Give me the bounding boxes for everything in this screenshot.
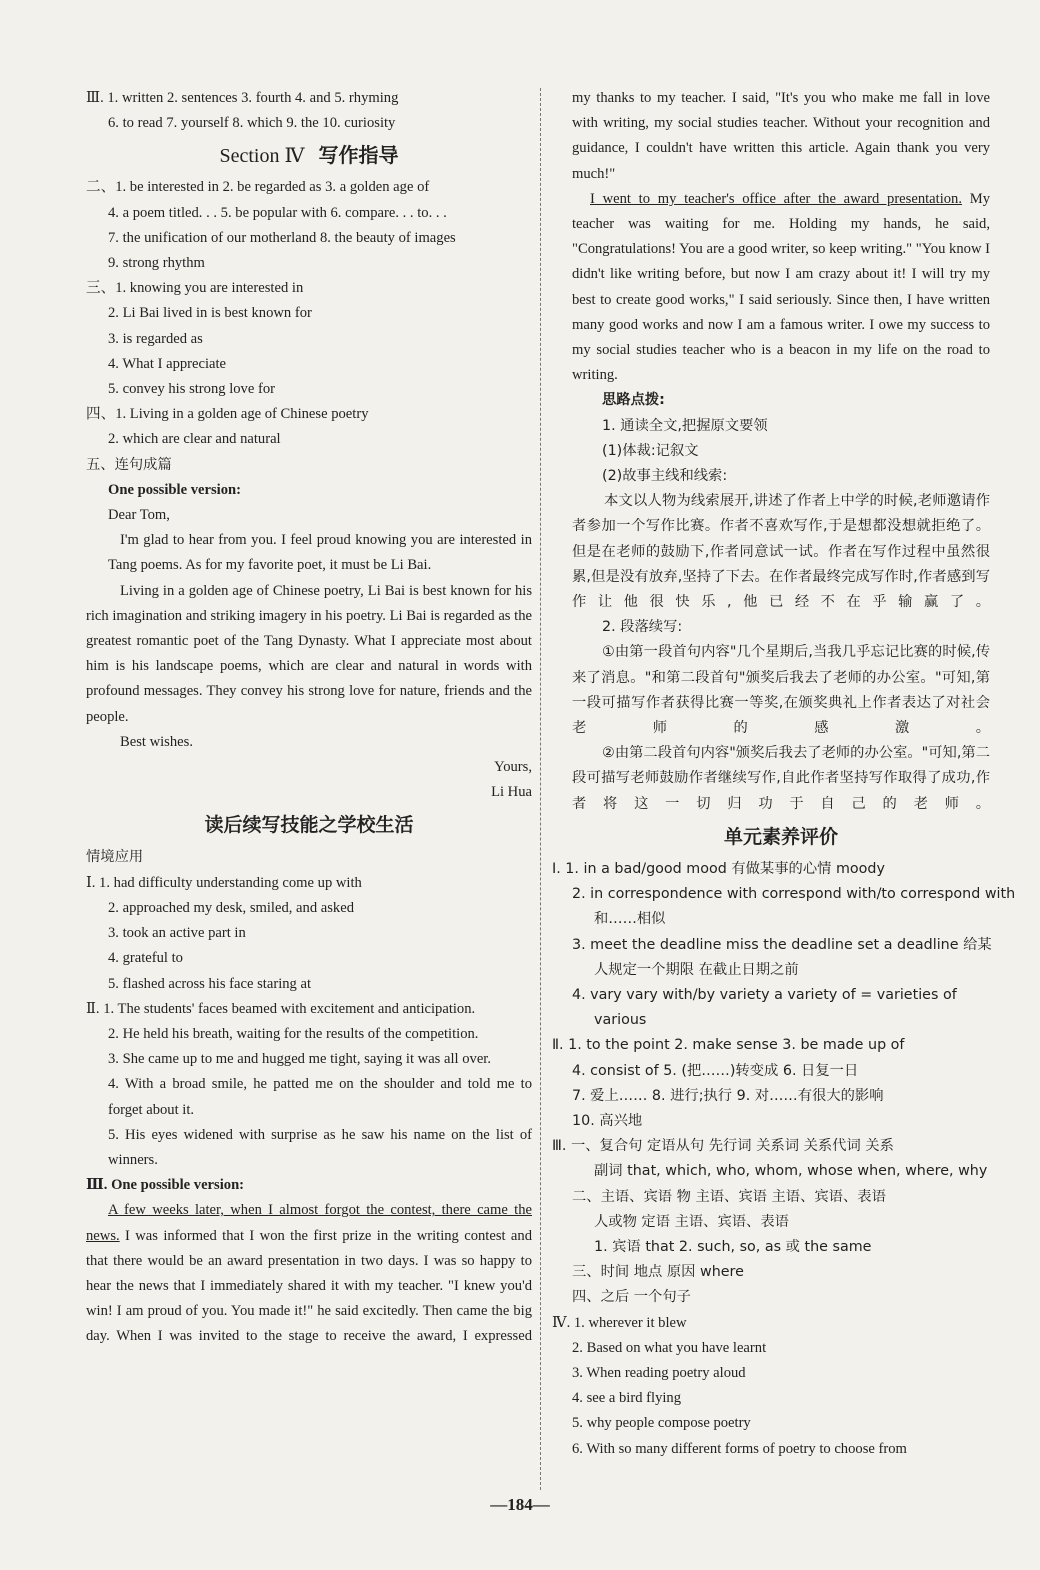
answer-line: 二、主语、宾语 物 主语、宾语 主语、宾语、表语	[572, 1188, 886, 1205]
answer-line: 2. Based on what you have learnt	[572, 1339, 767, 1356]
answer-line: 3. She came up to me and hugged me tight, saying it was all over.	[108, 1051, 492, 1068]
underlined-opening: A few weeks later, when I almost forgot the contest, there came the news.	[86, 1202, 532, 1244]
letter-closing: Best wishes.	[120, 733, 193, 750]
story-text: I was informed that I won the first prize in the writing contest and that there would be an award presentation in two days. I was so happy to hear the news that I immediately shared it with my teacher. "I knew you'd win! I am proud of you. You made it!" he said excitedly. Then came the big day. When I was invited to the stage to receive the award, I expressed	[86, 1227, 532, 1345]
right-column	[552, 86, 1016, 1462]
section-heading	[86, 136, 532, 175]
answer-line: 二、1. be interested in 2. be regarded as 3. a golden age of	[86, 179, 430, 196]
answer-line: 四、1. Living in a golden age of Chinese poetry	[86, 406, 369, 423]
underlined-opening: I went to my teacher's office after the award presentation.	[590, 190, 962, 207]
story-paragraph	[86, 1198, 532, 1349]
tip-line: 1. 通读全文,把握原文要领	[602, 417, 768, 434]
answer-line: Ⅰ. 1. had difficulty understanding come up with	[86, 874, 362, 891]
answer-line: 1. 宾语 that 2. such, so, as 或 the same	[594, 1238, 872, 1255]
answer-line: various	[594, 1012, 647, 1029]
answer-line: 4. consist of 5. (把……)转变成 6. 日复一日	[572, 1062, 859, 1079]
subsection-title: 五、连句成篇	[86, 456, 172, 473]
answer-line: 副词 that, which, who, whom, whose when, where, why	[594, 1163, 988, 1180]
answer-line: 2. He held his breath, waiting for the results of the competition.	[108, 1025, 479, 1042]
page-number: —184—	[490, 1495, 550, 1514]
answer-line: 9. strong rhythm	[108, 255, 205, 272]
answer-line: 7. the unification of our motherland 8. the beauty of images	[108, 229, 456, 246]
tip-paragraph: ②由第二段首句内容"颁奖后我去了老师的办公室。"可知,第二段可描写老师鼓励作者继续写作,自此作者坚持写作取得了成功,作者将这一切归功于自己的老师。	[572, 745, 990, 812]
answer-line: Ⅲ. 一、复合句 定语从句 先行词 关系词 关系代词 关系	[552, 1138, 894, 1155]
answer-line: 6. With so many different forms of poetry to choose from	[572, 1440, 907, 1457]
answer-line: 5. convey his strong love for	[108, 381, 275, 398]
letter-salutation: Dear Tom,	[108, 507, 170, 524]
story-paragraph: my thanks to my teacher. I said, "It's you who make me fall in love with writing, my social studies teacher. Without your recognition and guidance, I couldn't have written this article. Again thank you very much!"	[572, 90, 990, 182]
answer-line: 4. What I appreciate	[108, 355, 227, 372]
answer-line: 和……相似	[594, 911, 666, 928]
answer-line: 三、1. knowing you are interested in	[86, 280, 304, 297]
skill-heading: 读后续写技能之学校生活	[204, 814, 414, 837]
answer-line: 三、时间 地点 原因 where	[572, 1264, 744, 1281]
version-label: One possible version:	[108, 481, 241, 498]
answer-line: 10. 高兴地	[572, 1112, 643, 1129]
version-label: Ⅲ. One possible version:	[86, 1177, 245, 1194]
answer-line: 人或物 定语 主语、宾语、表语	[594, 1213, 789, 1230]
section-title: 写作指导	[318, 143, 399, 168]
answer-line: 5. flashed across his face staring at	[108, 975, 312, 992]
answer-line: Ⅳ. 1. wherever it blew	[552, 1314, 687, 1331]
tip-line: (2)故事主线和线索:	[602, 468, 728, 485]
answer-line: 4. a poem titled. . . 5. be popular with 6. compare. . . to. . .	[108, 204, 447, 221]
story-text: My teacher was waiting for me. Holding my hands, he said, "Congratulations! You are a good writer, so keep writing." "You know I didn't like writing before, but now I am crazy about it! I will try my best to create good works," I said seriously. Since then, I have written many good works and now I am a famous writer. I owe my success to my social studies teacher who is a beacon in my life on the road to writing.	[572, 190, 990, 384]
answer-line: 4. see a bird flying	[572, 1390, 682, 1407]
left-column	[86, 86, 532, 1350]
unit-heading: 单元素养评价	[723, 825, 838, 848]
answer-line: 5. His eyes widened with surprise as he saw his name on the list of winners.	[108, 1126, 532, 1168]
answer-line: Ⅲ. 1. written 2. sentences 3. fourth 4. and 5. rhyming	[86, 90, 399, 106]
answer-line: 人规定一个期限 在截止日期之前	[594, 961, 799, 978]
answer-line: 3. When reading poetry aloud	[572, 1364, 746, 1381]
tips-title: 思路点拨:	[602, 392, 665, 409]
letter-signature: Li Hua	[491, 784, 532, 801]
answer-line: 2. which are clear and natural	[108, 431, 281, 448]
answer-line: 3. is regarded as	[108, 330, 203, 347]
letter-paragraph: I'm glad to hear from you. I feel proud knowing you are interested in Tang poems. As for my favorite poet, it must be Li Bai.	[108, 532, 532, 574]
answer-line: 3. meet the deadline miss the deadline set a deadline 给某	[572, 936, 992, 953]
answer-line: Ⅱ. 1. to the point 2. make sense 3. be made up of	[552, 1037, 905, 1054]
story-paragraph	[572, 187, 990, 389]
answer-line: 2. in correspondence with correspond with/to correspond with	[572, 886, 1016, 903]
letter-paragraph: Living in a golden age of Chinese poetry, Li Bai is best known for his rich imagination and striking imagery in his poetry. Li Bai is regarded as the greatest romantic poet of the Tang Dynasty. What I appreciate most about him is his landscape poems, which are clear and natural in words with profound messages. They convey his strong love for nature, friends and the people.	[86, 582, 532, 725]
answer-line: Ⅱ. 1. The students' faces beamed with excitement and anticipation.	[86, 1000, 476, 1017]
tip-line: 2. 段落续写:	[602, 619, 683, 636]
answer-line: 四、之后 一个句子	[572, 1289, 691, 1306]
column-divider	[540, 88, 541, 1490]
answer-line: 4. grateful to	[108, 950, 183, 967]
answer-line: 4. With a broad smile, he patted me on the shoulder and told me to forget about it.	[108, 1076, 532, 1118]
subsection-title: 情境应用	[86, 849, 144, 866]
answer-line: Ⅰ. 1. in a bad/good mood 有做某事的心情 moody	[552, 860, 885, 877]
answer-line: 6. to read 7. yourself 8. which 9. the 10. curiosity	[108, 115, 396, 132]
tip-paragraph: 本文以人物为线索展开,讲述了作者上中学的时候,老师邀请作者参加一个写作比赛。作者不喜欢写作,于是想都没想就拒绝了。但是在老师的鼓励下,作者同意试一试。作者在写作过程中虽然很累,但是没有放弃,坚持了下去。在作者最终完成写作时,作者感到写作让他很快乐,他已经不在乎输赢了。	[572, 493, 990, 611]
answer-line: 3. took an active part in	[108, 925, 246, 942]
tip-paragraph: ①由第一段首句内容"几个星期后,当我几乎忘记比赛的时候,传来了消息。"和第二段首句"颁奖后我去了老师的办公室。"可知,第一段可描写作者获得比赛一等奖,在颁奖典礼上作者表达了对社会老师的感激。	[572, 644, 990, 737]
answer-line: 2. Li Bai lived in is best known for	[108, 305, 312, 322]
answer-line: 7. 爱上…… 8. 进行;执行 9. 对……有很大的影响	[572, 1087, 884, 1104]
section-label: Section Ⅳ	[219, 145, 305, 168]
tip-line: (1)体裁:记叙文	[602, 442, 699, 459]
answer-line: 2. approached my desk, smiled, and asked	[108, 899, 354, 916]
letter-yours: Yours,	[494, 759, 532, 776]
answer-line: 5. why people compose poetry	[572, 1415, 751, 1432]
answer-line: 4. vary vary with/by variety a variety of = varieties of	[572, 986, 957, 1003]
